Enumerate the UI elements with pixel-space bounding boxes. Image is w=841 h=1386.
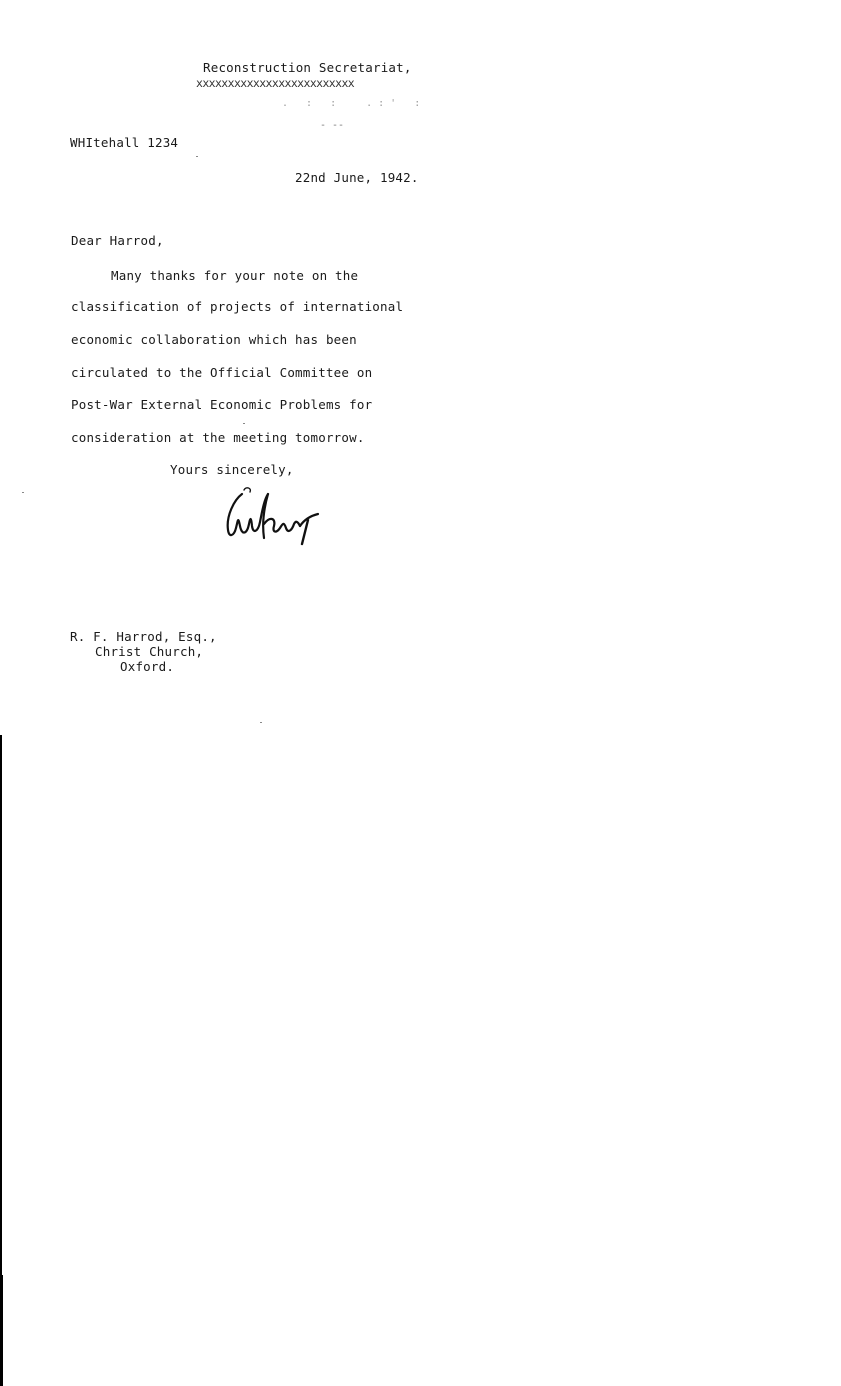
scan-speck xyxy=(260,722,262,723)
scan-speck xyxy=(243,423,245,424)
salutation: Dear Harrod, xyxy=(71,233,164,248)
handwritten-signature-icon xyxy=(220,486,324,548)
letterhead-struck-line: xxxxxxxxxxxxxxxxxxxxxxxxx xyxy=(196,76,355,90)
addressee-name: R. F. Harrod, Esq., xyxy=(70,629,217,644)
body-line: economic collaboration which has been xyxy=(71,332,357,347)
letter-date: 22nd June, 1942. xyxy=(295,170,419,185)
scan-edge-line xyxy=(0,1275,3,1386)
addressee-line: Oxford. xyxy=(120,659,175,674)
scan-speck xyxy=(22,492,24,493)
phone-number: WHItehall 1234 xyxy=(70,135,179,150)
body-line: circulated to the Official Committee on xyxy=(71,365,373,380)
closing: Yours sincerely, xyxy=(170,462,294,477)
addressee-line: Christ Church, xyxy=(95,644,204,659)
letterhead-organisation: Reconstruction Secretariat, xyxy=(203,60,412,75)
body-line: consideration at the meeting tomorrow. xyxy=(71,430,365,445)
scan-speck xyxy=(196,156,198,157)
letterhead-faint-dash: - -- xyxy=(320,120,345,131)
body-line: Post-War External Economic Problems for xyxy=(71,397,373,412)
body-line: classification of projects of international xyxy=(71,299,404,314)
letterhead-faint-marks: . : : .:' : xyxy=(282,98,427,109)
scan-edge-line xyxy=(0,735,2,1280)
body-line: Many thanks for your note on the xyxy=(111,268,359,283)
